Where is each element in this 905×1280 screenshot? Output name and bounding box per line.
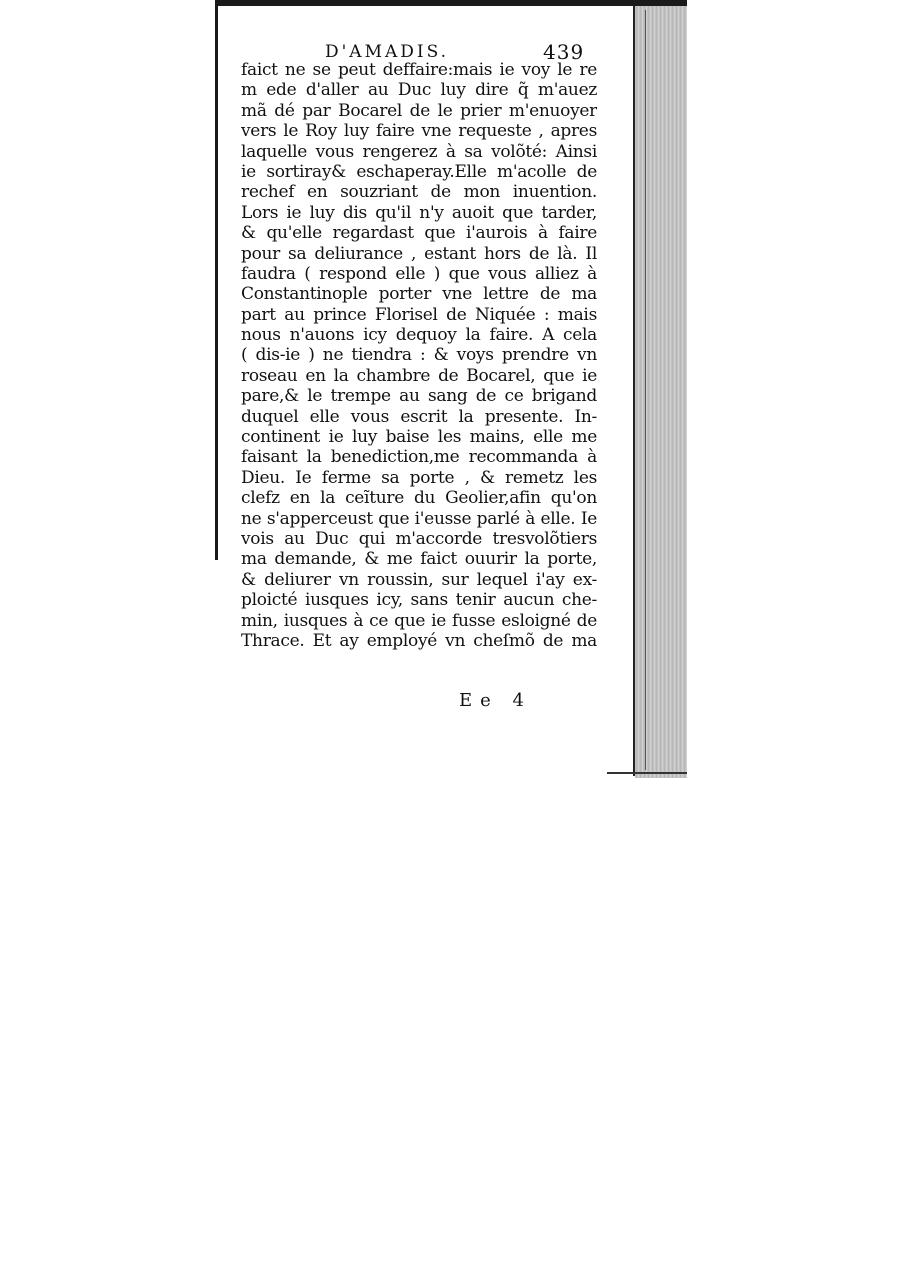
page-number: 439 xyxy=(543,40,585,64)
text-line: ie sortiray& eschaperay.Elle m'acolle de xyxy=(241,161,597,182)
gutter-inner-rule xyxy=(645,10,646,770)
text-line: ne s'apperceust que i'eusse parlé à elle. Ie xyxy=(241,508,597,529)
text-line: Thrace. Et ay employé vn cheſmõ de ma xyxy=(241,630,597,651)
text-line: rechef en souzriant de mon inuention. xyxy=(241,182,597,203)
signature-mark: Ee 4 xyxy=(459,690,532,711)
text-line: continent ie luy baise les mains, elle me xyxy=(241,427,597,448)
text-line: Lors ie luy dis qu'il n'y auoit que tarder, xyxy=(241,202,597,223)
text-line: nous n'auons icy dequoy la faire. A cela xyxy=(241,325,597,346)
text-line: Dieu. Ie ferme sa porte , & remetz les xyxy=(241,467,597,488)
text-line: part au prince Florisel de Niquée : mais xyxy=(241,304,597,325)
page-left-edge xyxy=(215,0,218,560)
text-line: ( dis-ie ) ne tiendra : & voys prendre vn xyxy=(241,345,597,366)
text-line: clefz en la ceĩture du Geolier,afin qu'on xyxy=(241,488,597,509)
text-line: Constantinople porter vne lettre de ma xyxy=(241,284,597,305)
binding-gutter xyxy=(635,6,687,778)
text-line: ploicté iusques icy, sans tenir aucun che- xyxy=(241,590,597,611)
text-line: pare,& le trempe au sang de ce brigand xyxy=(241,386,597,407)
text-line: vers le Roy luy faire vne requeste , apres xyxy=(241,121,597,142)
running-head: D'AMADIS. xyxy=(325,42,450,62)
text-line: faict ne se peut deffaire:mais ie voy le re xyxy=(241,60,597,80)
text-line: & qu'elle regardast que i'aurois à faire xyxy=(241,223,597,244)
scanned-page xyxy=(215,0,687,778)
body-text xyxy=(241,60,597,651)
text-line: min, iusques à ce que ie fusse esloigné de xyxy=(241,610,597,631)
text-line: ma demande, & me faict ouurir la porte, xyxy=(241,549,597,570)
bottom-rule xyxy=(607,772,687,774)
text-line: faisant la benediction,me recommanda à xyxy=(241,447,597,468)
text-line: laquelle vous rengerez à sa volõté: Ainsi xyxy=(241,141,597,162)
text-line: vois au Duc qui m'accorde tresvolõtiers xyxy=(241,528,597,549)
text-line: mã dé par Bocarel de le prier m'enuoyer xyxy=(241,100,597,121)
text-line: faudra ( respond elle ) que vous alliez à xyxy=(241,263,597,284)
text-line: duquel elle vous escrit la presente. In- xyxy=(241,406,597,427)
text-line: roseau en la chambre de Bocarel, que ie xyxy=(241,365,597,386)
text-line: & deliurer vn roussin, sur lequel i'ay ex- xyxy=(241,569,597,590)
page-top-edge xyxy=(215,0,687,6)
text-line: m ede d'aller au Duc luy dire q̃ m'auez xyxy=(241,80,597,101)
text-line: pour sa deliurance , estant hors de là. Il xyxy=(241,243,597,264)
